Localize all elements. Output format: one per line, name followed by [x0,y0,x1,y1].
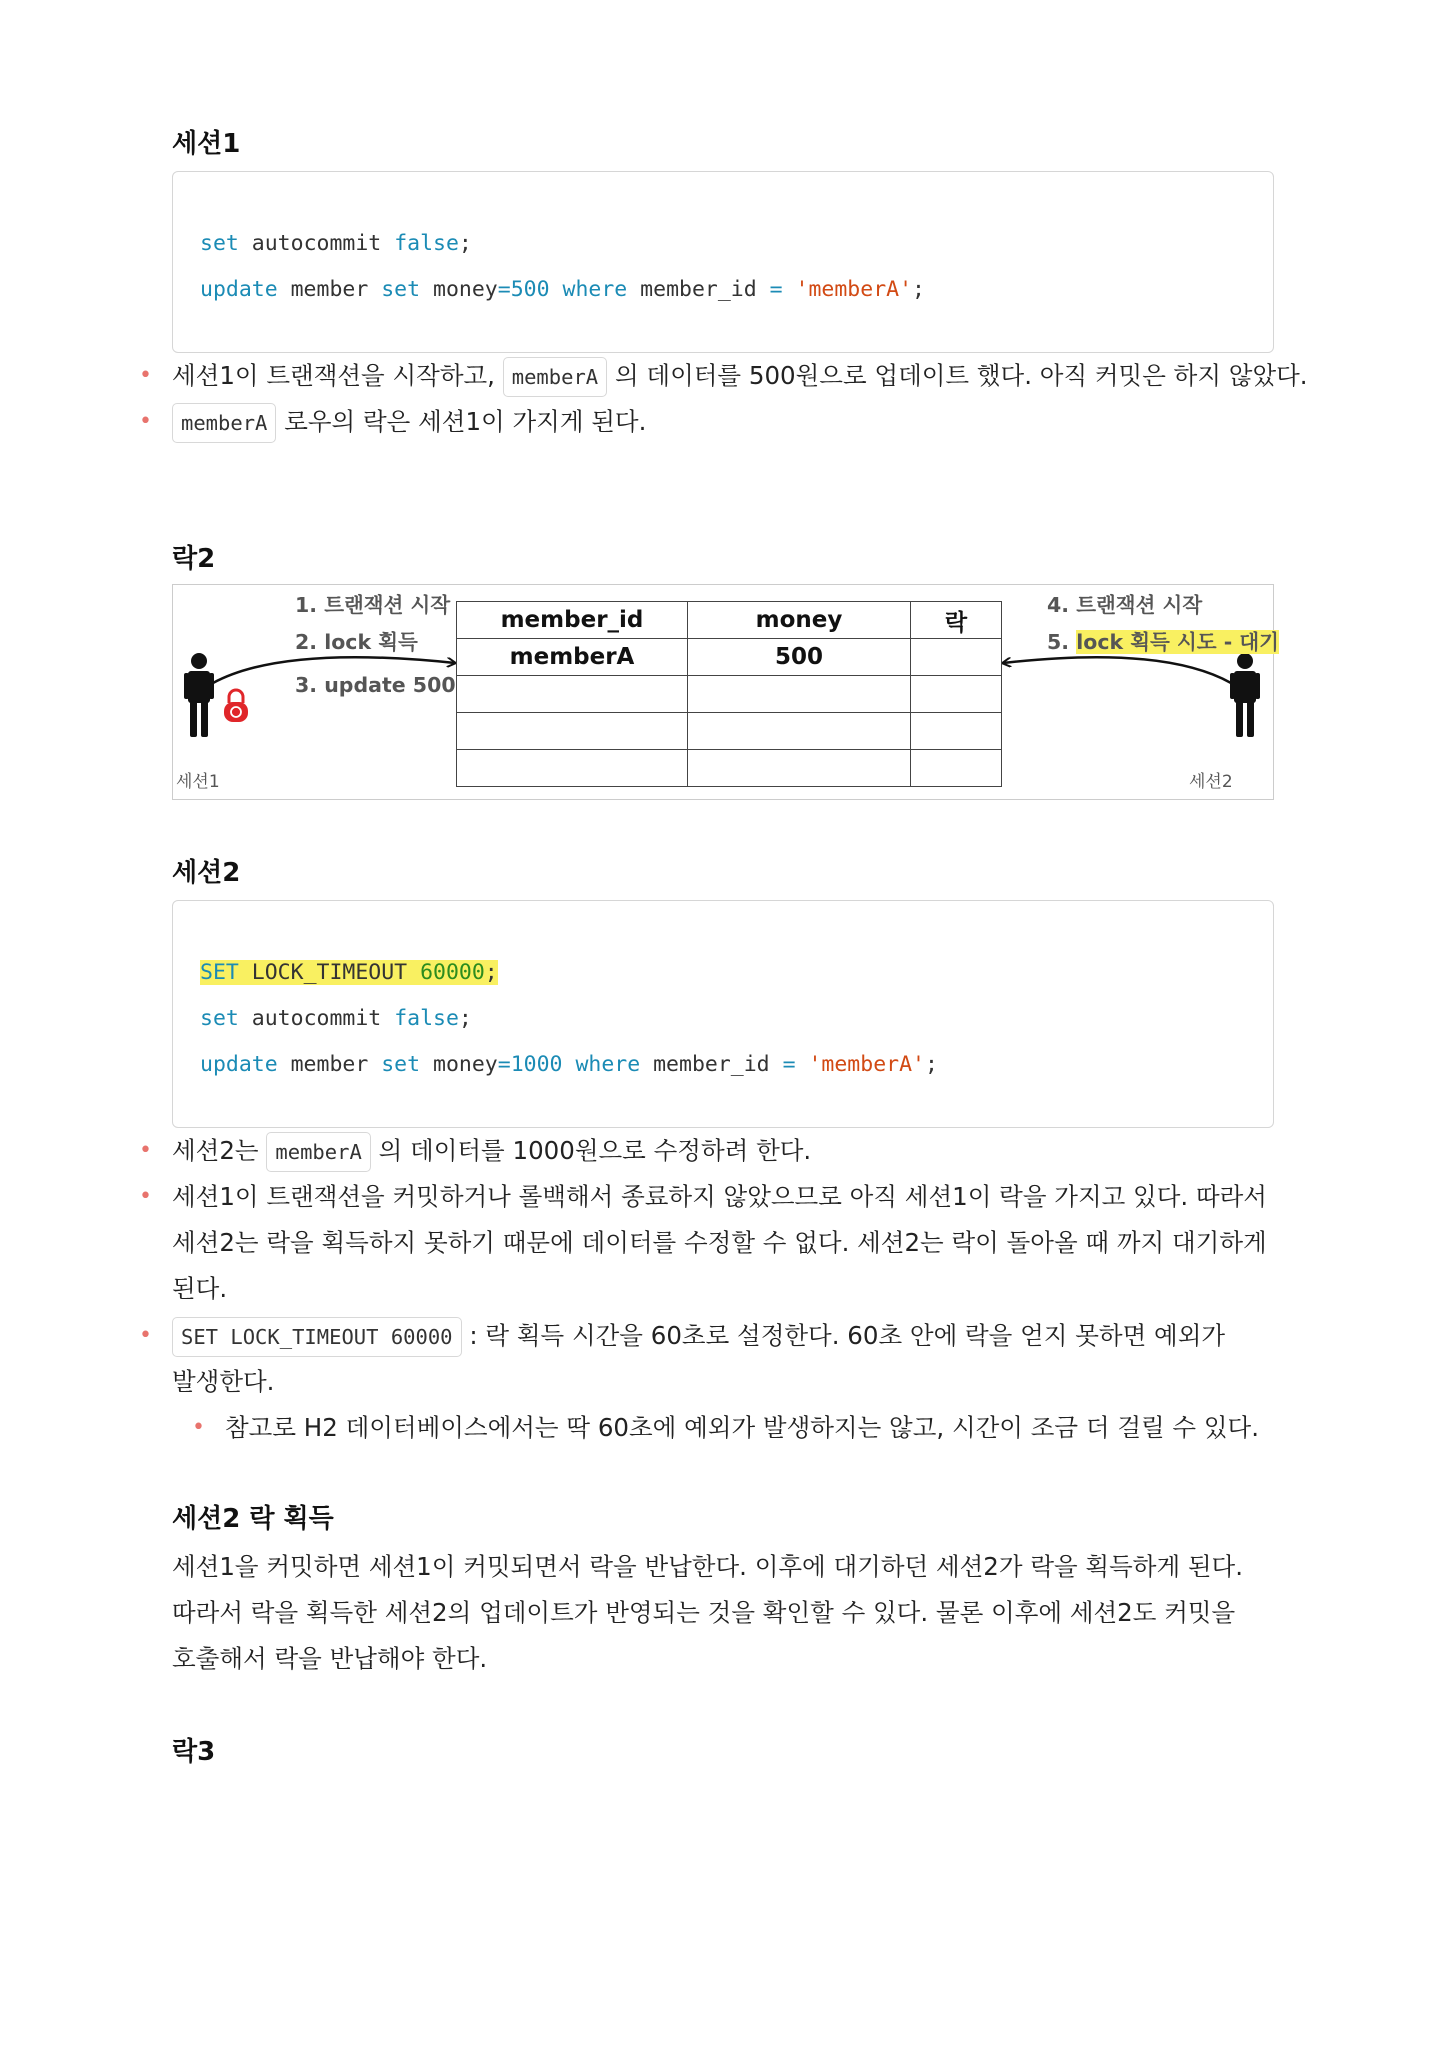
list-item-continuation: 된다. [172,1274,228,1303]
table-cell: 500 [688,639,911,676]
code-line: set autocommit false; [200,231,472,256]
section2-lock-heading: 세션2 락 획득 [172,1504,334,1534]
table-cell [911,676,1002,713]
table-cell [457,713,688,750]
bullet-dot: • [139,363,152,388]
lock3-heading: 락3 [172,1737,216,1767]
session2-arrow [1003,657,1231,683]
paragraph-line: 따라서 락을 획득한 세션2의 업데이트가 반영되는 것을 확인할 수 있다. 물론 이후에 세션2도 커밋을 [172,1598,1236,1627]
table-cell [457,750,688,787]
sub-list-item: • 참고로 H2 데이터베이스에서는 딱 60초에 예외가 발생하지는 않고, 시간이 조금 더 걸릴 수 있다. [225,1405,1259,1451]
table-cell [911,750,1002,787]
inline-code: SET LOCK_TIMEOUT 60000 [172,1317,462,1357]
inline-code: memberA [172,403,276,443]
table-cell [688,713,911,750]
table-cell [688,750,911,787]
code-line: update member set money=500 where member_id = 'memberA'; [200,277,925,302]
lock-table [456,601,1002,787]
table-header: money [688,602,911,639]
lock2-heading: 락2 [172,544,216,574]
section1-heading: 세션1 [172,129,241,159]
section1-code-block [172,171,1274,353]
paragraph-line: 세션1을 커밋하면 세션1이 커밋되면서 락을 반납한다. 이후에 대기하던 세션2가 락을 획득하게 된다. [172,1552,1244,1581]
bullet-dot: • [139,1184,152,1209]
list-item-continuation: 발생한다. [172,1367,275,1396]
lock-icon [224,690,248,722]
highlight: SET LOCK_TIMEOUT 60000; [200,960,498,985]
table-row [457,639,1002,676]
code-line: update member set money=1000 where member_id = 'memberA'; [200,1052,938,1077]
list-item: • SET LOCK_TIMEOUT 60000 : 락 획득 시간을 60초로 설정한다. 60초 안에 락을 얻지 못하면 예외가 [172,1313,1225,1359]
person-icon [1230,653,1260,737]
table-header: 락 [911,602,1002,639]
list-item: • memberA 로우의 락은 세션1이 가지게 된다. [172,399,646,445]
bullet-dot: • [139,409,152,434]
bullet-dot: • [139,1323,152,1348]
lock-diagram [172,584,1279,800]
table-cell [688,676,911,713]
table-header: member_id [457,602,688,639]
session2-label: 세션2 [1189,772,1233,792]
bullet-dot: • [192,1415,205,1440]
section2-code-block [172,900,1274,1128]
inline-code: memberA [266,1132,370,1172]
section2-heading: 세션2 [172,858,241,888]
list-item: • 세션1이 트랜잭션을 시작하고, memberA 의 데이터를 500원으로 업데이트 했다. 아직 커밋은 하지 않았다. [172,353,1308,399]
step-label: 3. update 500 [295,673,456,697]
step-label: 2. lock 획득 [295,630,418,654]
person-icon [184,653,214,737]
inline-code: memberA [503,357,607,397]
table-row [457,676,1002,713]
table-cell [457,676,688,713]
list-item: • 세션2는 memberA 의 데이터를 1000원으로 수정하려 한다. [172,1128,811,1174]
paragraph-line: 호출해서 락을 반납해야 한다. [172,1644,488,1673]
table-row [457,713,1002,750]
bullet-dot: • [139,1138,152,1163]
code-line: set autocommit false; [200,1006,472,1031]
table-cell [911,639,1002,676]
code-line [200,958,498,988]
step-label: 1. 트랜잭션 시작 [295,593,451,617]
step-label: 4. 트랜잭션 시작 [1047,593,1203,617]
table-cell [911,713,1002,750]
list-item-continuation: 세션2는 락을 획득하지 못하기 때문에 데이터를 수정할 수 없다. 세션2는 락이 돌아올 때 까지 대기하게 [172,1228,1267,1257]
table-cell: memberA [457,639,688,676]
list-item: • 세션1이 트랜잭션을 커밋하거나 롤백해서 종료하지 않았으므로 아직 세션1이 락을 가지고 있다. 따라서 [172,1174,1267,1220]
table-header-row [457,602,1002,639]
session1-label: 세션1 [176,772,220,792]
table-row [457,750,1002,787]
step-label: 5. lock 획득 시도 - 대기 [1047,630,1279,654]
